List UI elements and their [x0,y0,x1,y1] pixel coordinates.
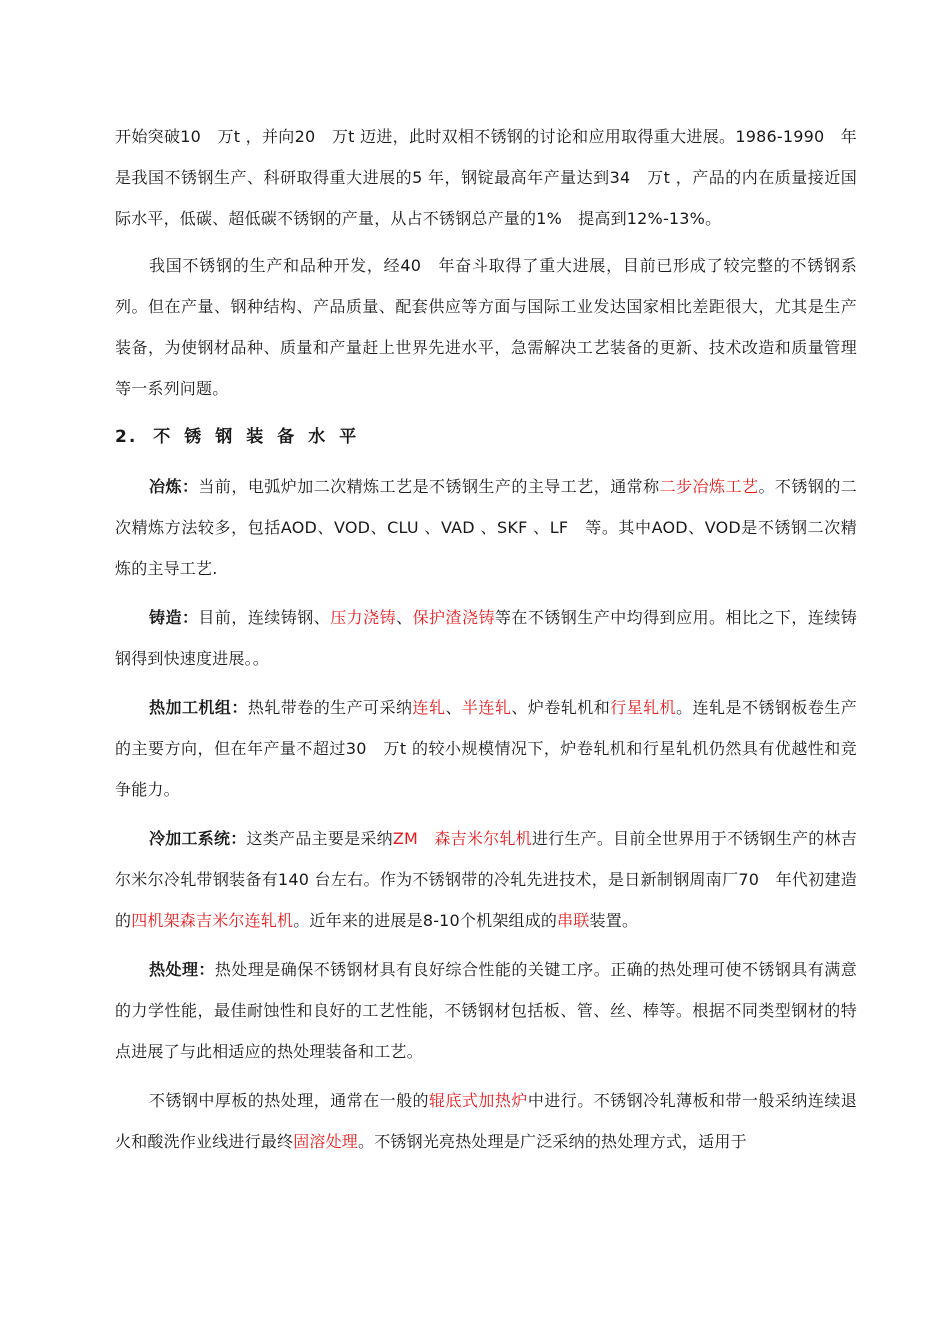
hot-rolling-lead: 热加工机组： [149,698,248,717]
casting-highlight-1: 压力浇铸 [330,608,397,627]
cold-rolling-text-2: 进行生产。目前全世界用于不锈钢生产的林吉尔米尔冷轧带钢装备有140 台左右。作为不锈钢带的冷轧先进技术，是日新制钢周南厂70 年代初建造的 [115,829,857,930]
heat-treatment-lead: 热处理： [149,960,215,979]
casting-text-2: 、 [396,608,413,627]
cold-rolling-highlight-1: ZM 森吉米尔轧机 [392,829,532,848]
paragraph-heat-treatment [115,949,857,1072]
smelting-text-1: 当前，电弧炉加二次精炼工艺是不锈钢生产的主导工艺，通常称 [198,477,660,496]
hot-rolling-highlight-2: 半连轧 [461,698,512,717]
cold-rolling-highlight-3: 串联 [557,911,590,930]
cold-rolling-highlight-2: 四机架森吉米尔连轧机 [131,911,294,930]
paragraph-plate-treatment [115,1080,857,1162]
cold-rolling-text-1: 这类产品主要是采纳 [246,829,393,848]
hot-rolling-highlight-3: 行星轧机 [610,698,677,717]
paragraph-hot-rolling [115,687,857,810]
casting-text-3: 等在不锈钢生产中均得到应用。相比之下，连续铸钢得到快速度进展。。 [115,608,857,668]
section-heading [115,417,857,458]
plate-treatment-text-3: 。不锈钢光亮热处理是广泛采纳的热处理方式，适用于 [358,1132,747,1151]
hot-rolling-highlight-1: 连轧 [412,698,446,717]
casting-highlight-2: 保护渣浇铸 [412,608,495,627]
cold-rolling-lead: 冷加工系统： [149,829,247,848]
hot-rolling-text-3: 、炉卷轧机和 [511,698,611,717]
casting-lead: 铸造： [149,608,199,627]
plate-treatment-text-1: 不锈钢中厚板的热处理，通常在一般的 [149,1091,430,1110]
casting-text-1: 目前，连续铸钢、 [198,608,331,627]
cold-rolling-text-3: 。近年来的进展是8-10个机架组成的 [293,911,558,930]
paragraph-progress: 开始突破10 万t ，并向20 万t 迈进，此时双相不锈钢的讨论和应用取得重大进展。1986-1990 年是我国不锈钢生产、科研取得重大进展的5 年，钢锭最高年产量达到34 万t ，产品的内在质量接近国际水平，低碳、超低碳不锈钢的产量，从占不锈钢总产量的1% 提高到12%-13%。 [115,127,857,228]
hot-rolling-text-2: 、 [445,698,462,717]
hot-rolling-text-1: 热轧带卷的生产可采纳 [247,698,413,717]
hot-rolling-text-4: 。连轧是不锈钢板卷生产的主要方向，但在年产量不超过30 万t 的较小规模情况下，炉卷轧机和行星轧机仍然具有优越性和竞争能力。 [115,698,858,799]
paragraph-cold-rolling [115,818,857,941]
document-page [115,116,857,1170]
plate-treatment-text-2: 中进行。不锈钢冷轧薄板和带一般采纳连续退火和酸洗作业线进行最终 [115,1091,857,1151]
smelting-text-2: 。不锈钢的二次精炼方法较多，包括AOD、VOD、CLU 、VAD 、SKF 、LF 等。其中AOD、VOD是不锈钢二次精炼的主导工艺. [115,477,857,578]
section-title: 不锈钢装备水平 [153,427,371,447]
paragraph-casting [115,597,857,679]
heat-treatment-text-1: 热处理是确保不锈钢材具有良好综合性能的关键工序。正确的热处理可使不锈钢具有满意的力学性能，最佳耐蚀性和良好的工艺性能，不锈钢材包括板、管、丝、棒等。根据不同类型钢材的特点进展了与此相适应的热处理装备和工艺。 [115,960,857,1061]
paragraph-smelting [115,466,857,589]
section-number: 2. [115,427,138,447]
paragraph-development: 我国不锈钢的生产和品种开发，经40 年奋斗取得了重大进展，目前已形成了较完整的不锈钢系列。但在产量、钢种结构、产品质量、配套供应等方面与国际工业发达国家相比差距很大，尤其是生产装备，为使钢材品种、质量和产量赶上世界先进水平，急需解决工艺装备的更新、技术改造和质量管理等一系列问题。 [115,256,857,398]
plate-treatment-highlight-1: 辊底式加热炉 [429,1091,528,1110]
cold-rolling-text-4: 装置。 [589,911,639,930]
plate-treatment-highlight-2: 固溶处理 [293,1132,359,1151]
smelting-highlight-1: 二步冶炼工艺 [659,477,759,496]
smelting-lead: 冶炼： [149,477,199,496]
